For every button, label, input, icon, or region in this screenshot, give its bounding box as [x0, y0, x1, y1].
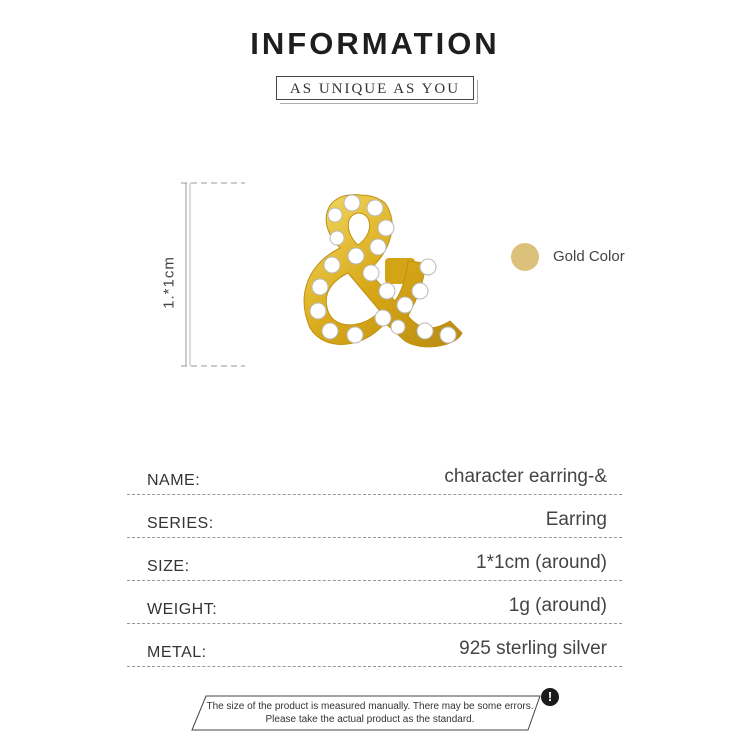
spec-row-metal	[127, 624, 622, 667]
measurement-note	[200, 700, 540, 726]
note-line-1: The size of the product is measured manually. There may be some errors.	[206, 701, 534, 712]
spec-label: SIZE:	[147, 558, 190, 575]
note-line-2: Please take the actual product as the standard.	[265, 714, 475, 725]
spec-value: 1g (around)	[508, 595, 607, 616]
spec-table	[127, 452, 622, 667]
spec-value: Earring	[545, 509, 607, 530]
spec-value: character earring-&	[444, 466, 607, 487]
color-option-label: Gold Color	[553, 248, 625, 265]
spec-value: 925 sterling silver	[459, 638, 607, 659]
spec-row-series	[127, 495, 622, 538]
page-title: INFORMATION	[250, 26, 500, 61]
subtitle-box: AS UNIQUE AS YOU	[276, 76, 474, 100]
exclamation-icon: !	[541, 688, 559, 706]
spec-row-name	[127, 452, 622, 495]
spec-row-weight	[127, 581, 622, 624]
earring-image	[290, 183, 470, 358]
spec-label: NAME:	[147, 472, 201, 489]
spec-label: WEIGHT:	[147, 601, 218, 618]
spec-value: 1*1cm (around)	[476, 552, 607, 573]
dimension-label: 1.*1cm	[160, 256, 178, 309]
spec-label: METAL:	[147, 644, 207, 661]
spec-label: SERIES:	[147, 515, 214, 532]
gold-color-swatch[interactable]	[511, 243, 539, 271]
spec-row-size	[127, 538, 622, 581]
